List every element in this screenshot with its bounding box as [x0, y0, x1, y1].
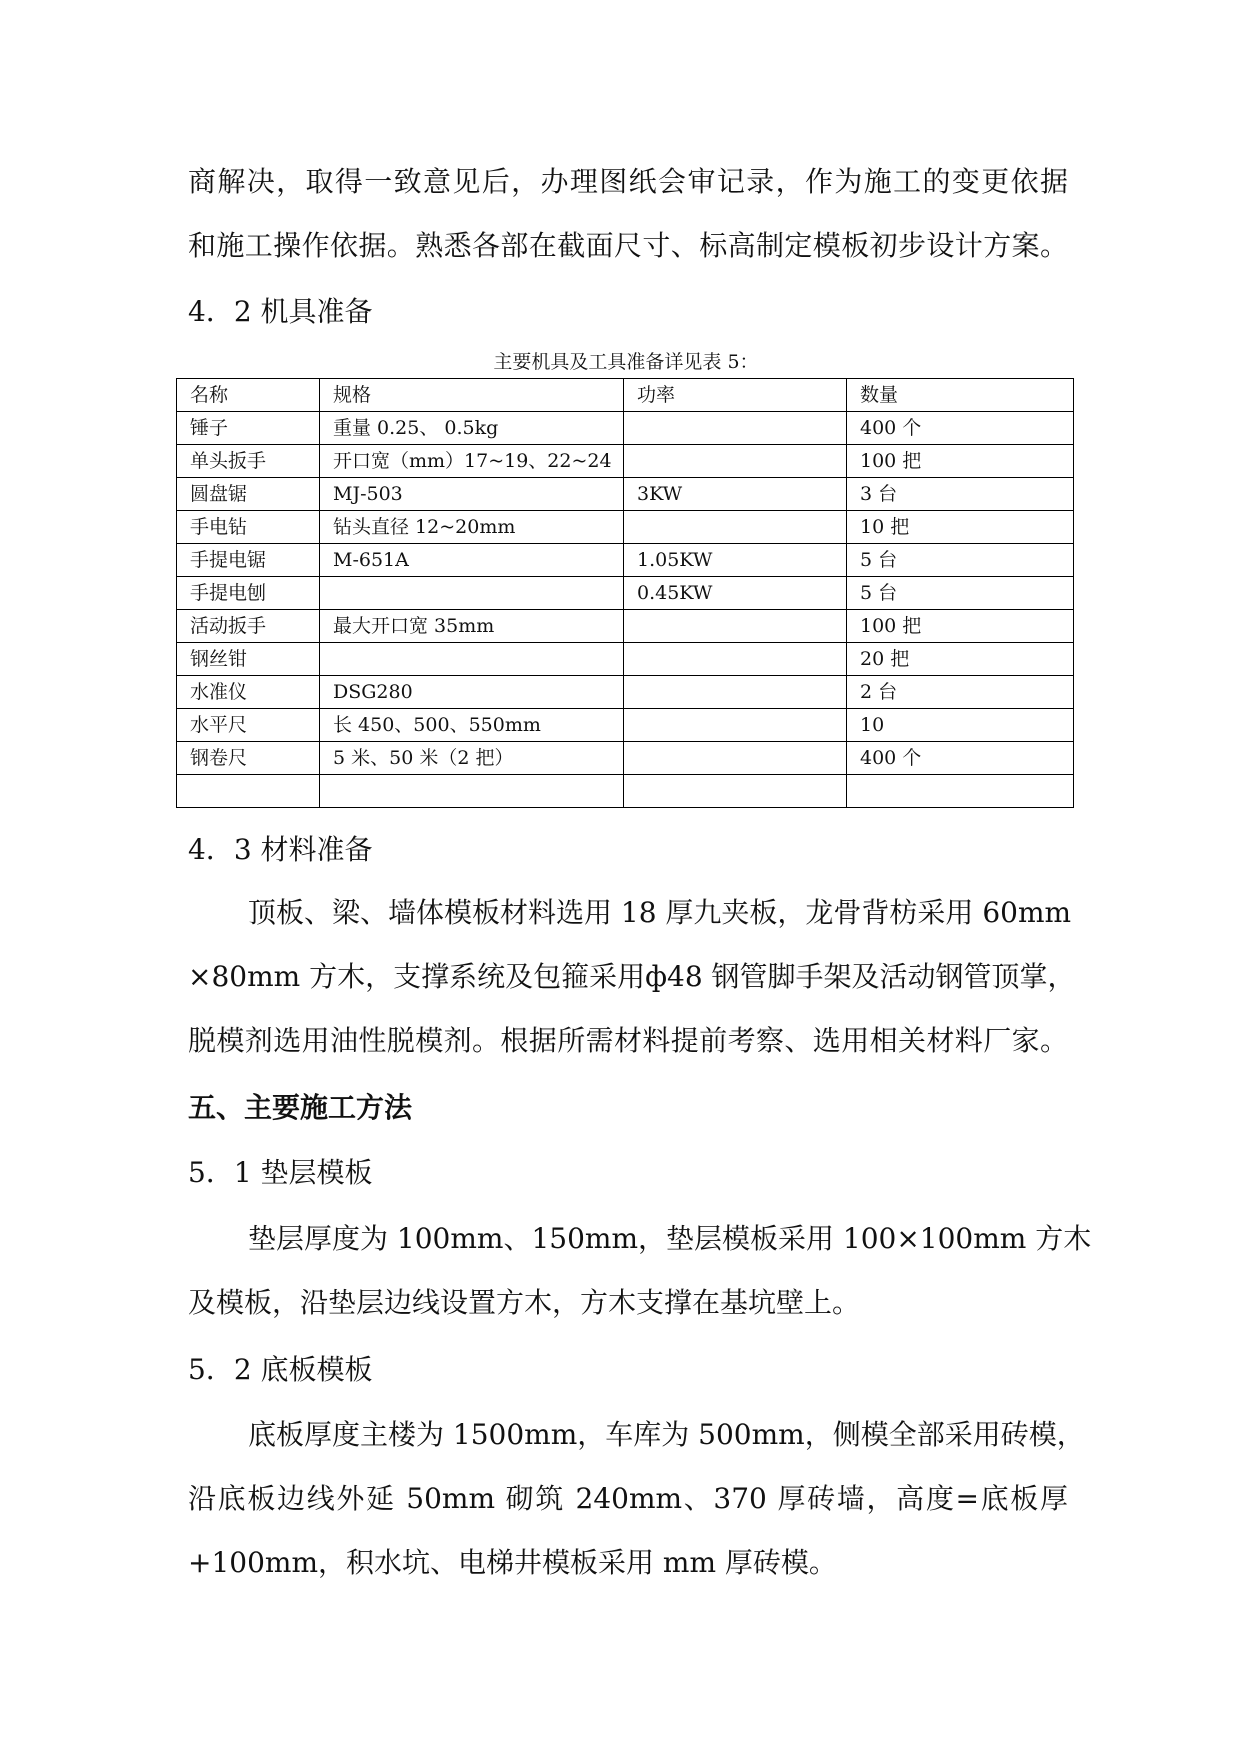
paragraph-line: 脱模剂选用油性脱模剂。根据所需材料提前考察、选用相关材料厂家。: [188, 1024, 1068, 1057]
table-cell: 重量 0.25、 0.5kg: [320, 412, 624, 445]
table-cell: [624, 742, 847, 775]
table-cell: 400 个: [847, 742, 1074, 775]
table-cell: [320, 577, 624, 610]
table-cell: [624, 676, 847, 709]
section-heading-5-1: 5．1 垫层模板: [188, 1156, 373, 1189]
table-row: [177, 643, 1074, 676]
table-cell: [624, 643, 847, 676]
table-cell: [320, 775, 624, 808]
paragraph-line: 和施工操作依据。熟悉各部在截面尺寸、标高制定模板初步设计方案。: [188, 229, 1068, 262]
table-cell: 1.05KW: [624, 544, 847, 577]
table-row: [177, 511, 1074, 544]
table-cell: [624, 775, 847, 808]
table-cell: 锤子: [177, 412, 320, 445]
table-cell: 水平尺: [177, 709, 320, 742]
table-cell: [624, 412, 847, 445]
paragraph-line: 顶板、梁、墙体模板材料选用 18 厚九夹板，龙骨背枋采用 60mm: [248, 896, 1072, 929]
table-row: [177, 478, 1074, 511]
table-row: [177, 676, 1074, 709]
table-row: [177, 445, 1074, 478]
table-row-empty: [177, 775, 1074, 808]
table-row: [177, 610, 1074, 643]
table-cell: MJ-503: [320, 478, 624, 511]
table-cell: 10 把: [847, 511, 1074, 544]
table-header-row: [177, 379, 1074, 412]
table-cell: 最大开口宽 35mm: [320, 610, 624, 643]
table-cell: [624, 709, 847, 742]
table-cell: 3 台: [847, 478, 1074, 511]
header-cell-name: 名称: [177, 379, 320, 412]
table-cell: 水准仪: [177, 676, 320, 709]
table-cell: 5 台: [847, 577, 1074, 610]
table-cell: DSG280: [320, 676, 624, 709]
table-cell: 5 米、50 米（2 把）: [320, 742, 624, 775]
header-cell-spec: 规格: [320, 379, 624, 412]
header-cell-power: 功率: [624, 379, 847, 412]
table-cell: 5 台: [847, 544, 1074, 577]
table-cell: 长 450、500、550mm: [320, 709, 624, 742]
table-cell: 0.45KW: [624, 577, 847, 610]
table-row: [177, 544, 1074, 577]
chapter-heading: 五、主要施工方法: [188, 1091, 413, 1124]
table-row: [177, 709, 1074, 742]
paragraph-line: +100mm，积水坑、电梯井模板采用 mm 厚砖模。: [188, 1546, 837, 1579]
section-heading-4-3: 4．3 材料准备: [188, 833, 373, 866]
paragraph-line: 沿底板边线外延 50mm 砌筑 240mm、370 厚砖墙，高度=底板厚: [188, 1482, 1068, 1515]
table-cell: 手电钻: [177, 511, 320, 544]
table-cell: 手提电锯: [177, 544, 320, 577]
tools-table: [176, 378, 1074, 808]
table-cell: 钢卷尺: [177, 742, 320, 775]
table-cell: [320, 643, 624, 676]
table-cell: [177, 775, 320, 808]
table-cell: 单头扳手: [177, 445, 320, 478]
paragraph-line: 垫层厚度为 100mm、150mm，垫层模板采用 100×100mm 方木: [248, 1222, 1092, 1255]
table-cell: 3KW: [624, 478, 847, 511]
table-caption: 主要机具及工具准备详见表 5：: [493, 351, 759, 373]
section-heading-4-2: 4．2 机具准备: [188, 295, 373, 328]
header-cell-quantity: 数量: [847, 379, 1074, 412]
table-cell: 20 把: [847, 643, 1074, 676]
table-cell: 钢丝钳: [177, 643, 320, 676]
table-row: [177, 412, 1074, 445]
table-cell: [847, 775, 1074, 808]
table-cell: 手提电刨: [177, 577, 320, 610]
table-cell: 圆盘锯: [177, 478, 320, 511]
table-cell: [624, 511, 847, 544]
table-cell: 2 台: [847, 676, 1074, 709]
table-cell: 开口宽（mm）17~19、22~24: [320, 445, 624, 478]
table-cell: [624, 445, 847, 478]
paragraph-line: 底板厚度主楼为 1500mm，车库为 500mm，侧模全部采用砖模，: [248, 1418, 1085, 1451]
table-cell: 100 把: [847, 445, 1074, 478]
table-cell: 10: [847, 709, 1074, 742]
table-row: [177, 742, 1074, 775]
table-row: [177, 577, 1074, 610]
table-cell: 钻头直径 12~20mm: [320, 511, 624, 544]
table-cell: [624, 610, 847, 643]
table-cell: 400 个: [847, 412, 1074, 445]
paragraph-line: ×80mm 方木，支撑系统及包箍采用ф48 钢管脚手架及活动钢管顶掌，: [188, 960, 1076, 993]
paragraph-line: 及模板，沿垫层边线设置方木，方木支撑在基坑壁上。: [188, 1286, 861, 1319]
table-cell: 活动扳手: [177, 610, 320, 643]
paragraph-line: 商解决，取得一致意见后，办理图纸会审记录，作为施工的变更依据: [188, 165, 1068, 198]
table-cell: 100 把: [847, 610, 1074, 643]
section-heading-5-2: 5．2 底板模板: [188, 1353, 373, 1386]
table-cell: M-651A: [320, 544, 624, 577]
